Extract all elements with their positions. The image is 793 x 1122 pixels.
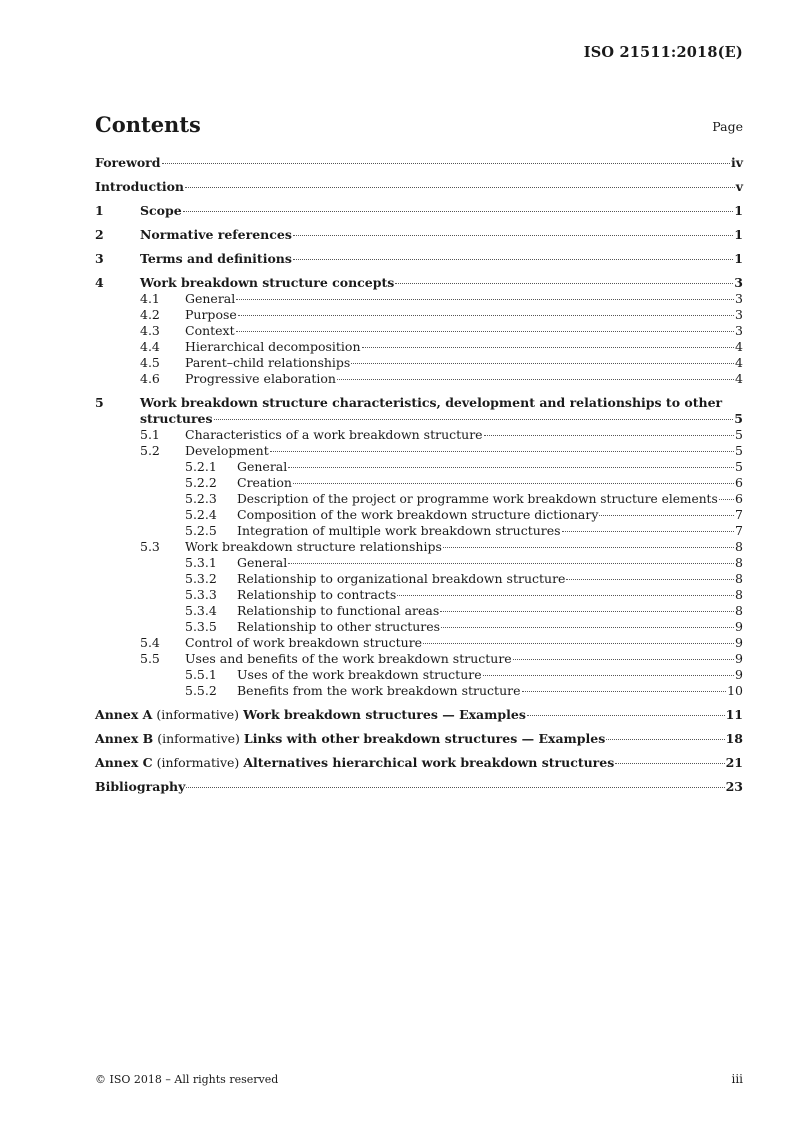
toc-entry-5-2-2[interactable] xyxy=(95,475,743,491)
toc-entry-number: 5.1 xyxy=(140,427,160,442)
toc-entry-label: Bibliography xyxy=(95,779,186,794)
toc-entry-number: 5.3.1 xyxy=(185,555,217,570)
toc-entry-label: Characteristics of a work breakdown structure xyxy=(185,427,483,442)
toc-entry-4-3[interactable] xyxy=(95,323,743,339)
toc-entry-page: iv xyxy=(730,155,743,170)
annex-qualifier: (informative) xyxy=(156,755,240,770)
toc-entry-page: 1 xyxy=(734,203,743,218)
leader-dots xyxy=(522,691,727,692)
toc-entry-5-4[interactable] xyxy=(95,635,743,651)
toc-entry-page: 4 xyxy=(735,339,743,354)
toc-entry-page: 7 xyxy=(735,507,743,522)
toc-entry-label: Foreword xyxy=(95,155,161,170)
toc-entry-label: Relationship to organizational breakdown structure xyxy=(237,571,566,586)
toc-entry-page: 3 xyxy=(735,291,743,306)
toc-entry-number: 5.3.4 xyxy=(185,603,217,618)
toc-entry-5-3-5[interactable] xyxy=(95,619,743,635)
toc-entry-page: 4 xyxy=(735,371,743,386)
toc-entry-label: Development xyxy=(185,443,269,458)
toc-entry-page: v xyxy=(735,179,743,194)
toc-entry-introduction[interactable] xyxy=(95,179,743,195)
toc-entry-number: 4 xyxy=(95,275,104,290)
toc-entry-page: 9 xyxy=(735,667,743,682)
leader-dots xyxy=(293,235,733,236)
toc-entry-5-2-5[interactable] xyxy=(95,523,743,539)
leader-dots xyxy=(562,531,734,532)
toc-entry-foreword[interactable] xyxy=(95,155,743,171)
toc-entry-section-4[interactable] xyxy=(95,275,743,291)
toc-entry-5-3[interactable] xyxy=(95,539,743,555)
toc-entry-label: Alternatives hierarchical work breakdown structures xyxy=(243,755,615,770)
toc-entry-page: 5 xyxy=(735,459,743,474)
leader-dots xyxy=(484,435,734,436)
leader-dots xyxy=(214,419,734,420)
toc-entry-number: 2 xyxy=(95,227,104,242)
toc-entry-label: Uses of the work breakdown structure xyxy=(237,667,482,682)
leader-dots xyxy=(185,187,735,188)
toc-entry-number: 4.6 xyxy=(140,371,160,386)
leader-dots xyxy=(337,379,734,380)
toc-entry-page: 23 xyxy=(725,779,743,794)
toc-entry-bibliography[interactable] xyxy=(95,779,743,795)
toc-entry-label: Integration of multiple work breakdown structures xyxy=(237,523,561,538)
toc-entry-page: 3 xyxy=(735,307,743,322)
toc-entry-section-5[interactable] xyxy=(95,395,743,427)
annex-qualifier: (informative) xyxy=(156,707,240,722)
leader-dots xyxy=(443,547,734,548)
toc-entry-number: 5.2.3 xyxy=(185,491,217,506)
toc-entry-label: Control of work breakdown structure xyxy=(185,635,423,650)
toc-entry-page: 8 xyxy=(735,539,743,554)
toc-entry-number: 5 xyxy=(95,395,104,410)
leader-dots xyxy=(186,787,724,788)
toc-entry-line-2 xyxy=(95,411,743,427)
toc-entry-label: Relationship to other structures xyxy=(237,619,441,634)
toc-entry-page: 11 xyxy=(725,707,743,722)
leader-dots xyxy=(162,163,730,164)
toc-entry-label: Introduction xyxy=(95,179,185,194)
annex-prefix: Annex B xyxy=(95,731,154,746)
toc-entry-number: 1 xyxy=(95,203,104,218)
table-of-contents xyxy=(95,155,743,795)
toc-entry-page: 1 xyxy=(734,251,743,266)
toc-entry-label: Composition of the work breakdown structure dictionary xyxy=(237,507,599,522)
toc-entry-number: 5.3 xyxy=(140,539,160,554)
copyright-notice: © ISO 2018 – All rights reserved xyxy=(95,1073,279,1086)
toc-entry-page: 6 xyxy=(735,491,743,506)
toc-entry-label: Work breakdown structure relationships xyxy=(185,539,442,554)
leader-dots xyxy=(351,363,734,364)
leader-dots xyxy=(423,643,734,644)
toc-entry-number: 5.2.4 xyxy=(185,507,217,522)
toc-entry-number: 4.5 xyxy=(140,355,160,370)
toc-entry-section-3[interactable] xyxy=(95,251,743,267)
toc-entry-number: 3 xyxy=(95,251,104,266)
toc-entry-5-2[interactable] xyxy=(95,443,743,459)
toc-entry-number: 4.3 xyxy=(140,323,160,338)
toc-entry-number: 5.2.5 xyxy=(185,523,217,538)
leader-dots xyxy=(183,211,734,212)
toc-entry-4-2[interactable] xyxy=(95,307,743,323)
toc-entry-number: 4.1 xyxy=(140,291,160,306)
toc-entry-4-1[interactable] xyxy=(95,291,743,307)
toc-entry-section-2[interactable] xyxy=(95,227,743,243)
toc-entry-label: Scope xyxy=(140,203,182,218)
toc-entry-page: 3 xyxy=(735,323,743,338)
toc-entry-label: Context xyxy=(185,323,235,338)
leader-dots xyxy=(483,675,734,676)
leader-dots xyxy=(362,347,735,348)
toc-entry-label: Benefits from the work breakdown structure xyxy=(237,683,521,698)
toc-entry-page: 1 xyxy=(734,227,743,242)
toc-entry-4-6[interactable] xyxy=(95,371,743,387)
document-id: ISO 21511:2018(E) xyxy=(583,44,743,61)
toc-entry-label: Relationship to functional areas xyxy=(237,603,440,618)
leader-dots xyxy=(441,627,734,628)
toc-entry-page: 9 xyxy=(735,619,743,634)
toc-entry-annex-a[interactable] xyxy=(95,707,743,723)
toc-entry-5-3-3[interactable] xyxy=(95,587,743,603)
toc-entry-number: 5.4 xyxy=(140,635,160,650)
leader-dots xyxy=(615,763,724,764)
toc-entry-number: 5.5 xyxy=(140,651,160,666)
toc-entry-number: 5.5.1 xyxy=(185,667,217,682)
toc-entry-5-3-1[interactable] xyxy=(95,555,743,571)
toc-entry-label: Parent–child relationships xyxy=(185,355,351,370)
toc-entry-number: 5.5.2 xyxy=(185,683,217,698)
leader-dots xyxy=(236,299,734,300)
toc-entry-page: 10 xyxy=(727,683,743,698)
leader-dots xyxy=(719,499,734,500)
toc-entry-label: General xyxy=(185,291,236,306)
toc-entry-page: 8 xyxy=(735,587,743,602)
annex-prefix: Annex C xyxy=(95,755,153,770)
toc-entry-label: Creation xyxy=(237,475,292,490)
toc-entry-number: 5.3.2 xyxy=(185,571,217,586)
toc-entry-number: 4.2 xyxy=(140,307,160,322)
toc-entry-5-3-4[interactable] xyxy=(95,603,743,619)
page-title: Contents xyxy=(95,112,201,137)
annex-qualifier: (informative) xyxy=(157,731,240,746)
toc-entry-page: 9 xyxy=(735,635,743,650)
toc-entry-page: 9 xyxy=(735,651,743,666)
toc-entry-number: 4.4 xyxy=(140,339,160,354)
leader-dots xyxy=(395,283,733,284)
toc-entry-number: 5.3.3 xyxy=(185,587,217,602)
toc-entry-page: 21 xyxy=(725,755,743,770)
toc-entry-page: 7 xyxy=(735,523,743,538)
leader-dots xyxy=(397,595,734,596)
toc-entry-page: 6 xyxy=(735,475,743,490)
toc-entry-label: Work breakdown structure characteristics, development and relationships to other xyxy=(140,395,723,410)
toc-entry-line-1 xyxy=(95,395,743,411)
toc-entry-5-5[interactable] xyxy=(95,651,743,667)
toc-entry-annex-c[interactable] xyxy=(95,755,743,771)
page-number: iii xyxy=(731,1072,743,1086)
leader-dots xyxy=(288,563,734,564)
toc-entry-label: Progressive elaboration xyxy=(185,371,336,386)
toc-entry-number: 5.2 xyxy=(140,443,160,458)
toc-entry-label: Links with other breakdown structures — Examples xyxy=(243,731,606,746)
toc-entry-label: Hierarchical decomposition xyxy=(185,339,361,354)
leader-dots xyxy=(293,483,734,484)
toc-entry-label: Description of the project or programme work breakdown structure elements xyxy=(237,492,718,506)
leader-dots xyxy=(236,331,734,332)
toc-entry-label: Normative references xyxy=(140,227,292,242)
toc-entry-4-4[interactable] xyxy=(95,339,743,355)
toc-entry-label: Work breakdown structures — Examples xyxy=(243,707,526,722)
toc-entry-page: 3 xyxy=(734,275,743,290)
page-column-label: Page xyxy=(712,119,743,134)
toc-entry-label: Relationship to contracts xyxy=(237,587,397,602)
toc-entry-page: 8 xyxy=(735,555,743,570)
toc-entry-label: Terms and definitions xyxy=(140,251,292,266)
toc-entry-5-3-2[interactable] xyxy=(95,571,743,587)
toc-entry-label: General xyxy=(237,459,288,474)
toc-entry-5-5-1[interactable] xyxy=(95,667,743,683)
toc-entry-number: 5.3.5 xyxy=(185,619,217,634)
toc-entry-label-continued: structures xyxy=(140,411,213,426)
leader-dots xyxy=(527,715,725,716)
toc-entry-page: 8 xyxy=(735,571,743,586)
toc-entry-5-1[interactable] xyxy=(95,427,743,443)
toc-entry-section-1[interactable] xyxy=(95,203,743,219)
leader-dots xyxy=(440,611,734,612)
toc-entry-page: 8 xyxy=(735,603,743,618)
toc-entry-annex-b[interactable] xyxy=(95,731,743,747)
toc-entry-label: General xyxy=(237,555,288,570)
toc-entry-4-5[interactable] xyxy=(95,355,743,371)
toc-entry-label: Work breakdown structure concepts xyxy=(140,275,395,290)
toc-entry-page: 4 xyxy=(735,355,743,370)
toc-entry-number: 5.2.1 xyxy=(185,459,217,474)
toc-entry-page: 5 xyxy=(735,427,743,442)
toc-entry-page: 18 xyxy=(725,731,743,746)
toc-entry-5-5-2[interactable] xyxy=(95,683,743,699)
toc-entry-number: 5.2.2 xyxy=(185,475,217,490)
toc-entry-5-2-1[interactable] xyxy=(95,459,743,475)
toc-entry-5-2-3[interactable] xyxy=(95,491,743,507)
toc-entry-page: 5 xyxy=(735,443,743,458)
leader-dots xyxy=(566,579,734,580)
leader-dots xyxy=(606,739,724,740)
leader-dots xyxy=(288,467,734,468)
leader-dots xyxy=(513,659,734,660)
leader-dots xyxy=(599,515,734,516)
leader-dots xyxy=(270,451,734,452)
toc-entry-5-2-4[interactable] xyxy=(95,507,743,523)
leader-dots xyxy=(238,315,734,316)
leader-dots xyxy=(293,259,733,260)
toc-entry-label: Uses and benefits of the work breakdown structure xyxy=(185,651,512,666)
toc-entry-page: 5 xyxy=(734,411,743,426)
toc-entry-label: Purpose xyxy=(185,307,237,322)
annex-prefix: Annex A xyxy=(95,707,153,722)
